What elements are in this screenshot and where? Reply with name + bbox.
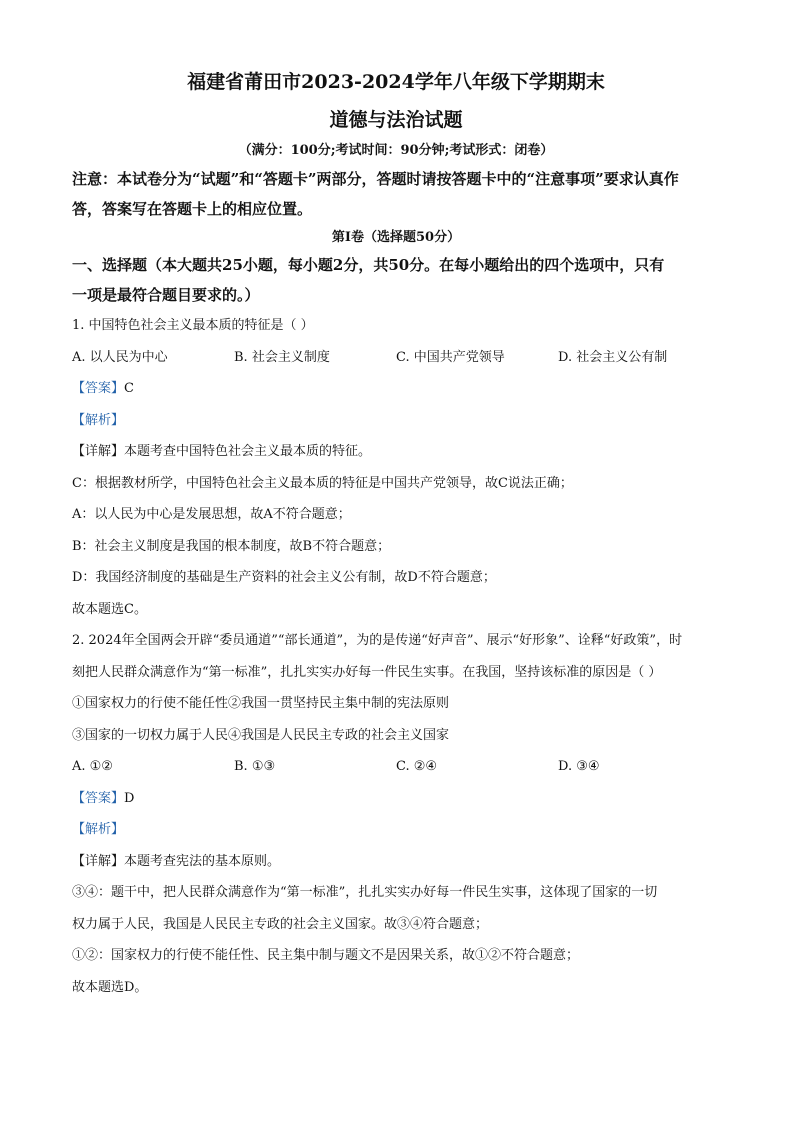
- question-1: [72, 310, 720, 625]
- option-d: D. ③④: [558, 759, 600, 774]
- notice: [72, 164, 720, 224]
- explain-line: A：以人民为中心是发展思想，故A不符合题意；: [72, 507, 351, 522]
- option-a: A. 以人民为中心: [72, 349, 168, 365]
- section-line: 一项是最符合题目要求的。）: [72, 286, 260, 304]
- part-title: 第Ⅰ卷（选择题50分）: [331, 230, 461, 245]
- option-c: C. 中国共产党领导: [396, 349, 505, 365]
- choice-line: ①国家权力的行使不能任性②我国一贯坚持民主集中制的宪法原则: [72, 696, 450, 711]
- option-b: B. 社会主义制度: [234, 349, 330, 365]
- explain-line: 权力属于人民，我国是人民民主专政的社会主义国家。故③④符合题意；: [72, 916, 489, 932]
- question-options: [72, 342, 720, 374]
- question-stem: 1. 中国特色社会主义最本质的特征是（ ）: [72, 318, 314, 333]
- section-line: 一、选择题（本大题共25小题，每小题2分，共50分。在每小题给出的四个选项中，只有: [72, 256, 665, 274]
- detail-line: 【详解】本题考查宪法的基本原则。: [72, 853, 281, 869]
- option-a: A. ①②: [72, 759, 113, 774]
- question-stem: 2. 2024年全国两会开辟“委员通道”“部长通道”，为的是传递“好声音”、展示“好形象”、诠释“好政策”，时: [72, 633, 683, 648]
- explain-line: 故本题选D。: [72, 979, 148, 995]
- section-heading: [72, 250, 720, 310]
- question-options: [72, 751, 720, 783]
- explain-line: 故本题选C。: [72, 601, 147, 617]
- explain-line: C：根据教材所学，中国特色社会主义最本质的特征是中国共产党领导，故C说法正确；: [72, 475, 573, 491]
- analysis-label: 【解析】: [72, 822, 125, 837]
- answer-row: [72, 373, 720, 405]
- exam-subject: 道德与法治试题: [329, 109, 463, 131]
- explain-line: B：社会主义制度是我国的根本制度，故B不符合题意；: [72, 538, 391, 554]
- option-c: C. ②④: [396, 759, 438, 774]
- detail-line: 【详解】本题考查中国特色社会主义最本质的特征。: [72, 444, 372, 459]
- analysis-label: 【解析】: [72, 412, 125, 428]
- question-2: [72, 625, 720, 1003]
- choice-line: ③国家的一切权力属于人民④我国是人民民主专政的社会主义国家: [72, 727, 450, 743]
- explain-line: ①②：国家权力的行使不能任性、民主集中制与题文不是因果关系，故①②不符合题意；: [72, 948, 580, 963]
- option-d: D. 社会主义公有制: [558, 349, 668, 365]
- answer-value: C: [124, 381, 134, 396]
- exam-meta: （满分：100分;考试时间：90分钟;考试形式：闭卷）: [238, 143, 554, 158]
- answer-label: 【答案】: [72, 381, 125, 396]
- explain-line: ③④：题干中，把人民群众满意作为“第一标准”，扎扎实实办好每一件民生实事，这体现了国家的一切: [72, 885, 658, 900]
- notice-line: 答，答案写在答题卡上的相应位置。: [72, 200, 313, 218]
- notice-line: 注意：本试卷分为“试题”和“答题卡”两部分，答题时请按答题卡中的“注意事项”要求认真作: [72, 170, 679, 188]
- answer-label: 【答案】: [72, 790, 125, 806]
- exam-title: 福建省莆田市2023-2024学年八年级下学期期末: [187, 71, 605, 93]
- option-b: B. ①③: [234, 759, 276, 774]
- question-stem: 刻把人民群众满意作为“第一标准”，扎扎实实办好每一件民生实事。在我国，坚持该标准的原因是（ ）: [72, 664, 662, 680]
- answer-row: [72, 783, 720, 815]
- explain-line: D：我国经济制度的基础是生产资料的社会主义公有制，故D不符合题意；: [72, 570, 496, 585]
- answer-value: D: [124, 790, 135, 806]
